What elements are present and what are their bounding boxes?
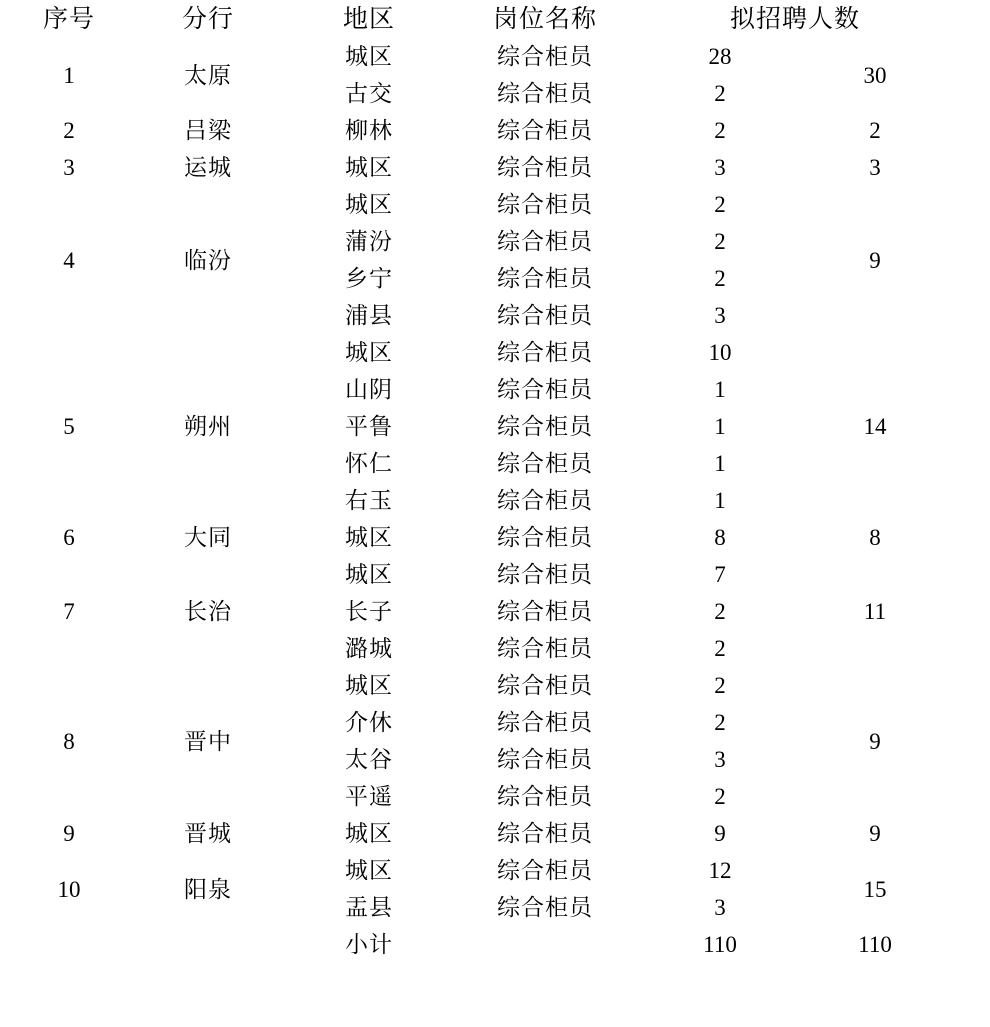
cell-area: 太谷 — [345, 747, 393, 772]
cell-headcount: 9 — [714, 821, 726, 846]
cell-area: 柳林 — [345, 118, 393, 143]
subtotal-row — [10, 926, 950, 963]
cell-area: 平遥 — [345, 784, 393, 809]
cell-headcount: 2 — [714, 673, 726, 698]
cell-seq: 6 — [63, 525, 75, 550]
cell-headcount: 1 — [714, 414, 726, 439]
cell-headcount: 3 — [714, 747, 726, 772]
cell-headcount: 10 — [708, 340, 732, 365]
cell-area: 山阴 — [345, 377, 393, 402]
cell-seq: 4 — [63, 247, 75, 273]
column-header-branch: 分行 — [181, 5, 234, 33]
cell-area: 城区 — [345, 673, 393, 698]
cell-branch: 晋城 — [184, 821, 232, 846]
subtotal-label: 小计 — [345, 932, 393, 957]
cell-post: 综合柜员 — [497, 303, 593, 328]
cell-area: 城区 — [345, 340, 393, 365]
cell-post: 综合柜员 — [497, 858, 593, 883]
cell-headcount: 1 — [714, 451, 726, 476]
cell-area: 城区 — [345, 858, 393, 883]
cell-post: 综合柜员 — [497, 821, 593, 846]
cell-branch: 晋中 — [184, 728, 232, 754]
cell-post: 综合柜员 — [497, 81, 593, 106]
cell-post: 综合柜员 — [497, 636, 593, 661]
cell-branch-total: 15 — [863, 876, 887, 902]
subtotal-pad-branch — [128, 926, 288, 963]
cell-headcount: 7 — [714, 562, 726, 587]
cell-area: 介休 — [345, 710, 393, 735]
column-header-post: 岗位名称 — [492, 5, 597, 33]
cell-headcount: 2 — [714, 229, 726, 254]
cell-headcount: 1 — [714, 488, 726, 513]
cell-area: 怀仁 — [345, 451, 393, 476]
cell-branch-total: 14 — [863, 414, 887, 439]
table-row — [10, 38, 950, 75]
cell-post: 综合柜员 — [497, 710, 593, 735]
cell-headcount: 28 — [708, 44, 732, 69]
table-row — [10, 667, 950, 704]
table-row — [10, 112, 950, 149]
cell-post: 综合柜员 — [497, 488, 593, 513]
subtotal-total: 110 — [858, 932, 892, 957]
cell-branch-total: 9 — [869, 728, 881, 754]
cell-area: 右玉 — [345, 488, 393, 513]
cell-headcount: 2 — [714, 636, 726, 661]
cell-branch: 长治 — [184, 599, 232, 624]
cell-branch: 运城 — [184, 155, 232, 180]
table-row — [10, 519, 950, 556]
cell-area: 平鲁 — [345, 414, 393, 439]
cell-seq: 8 — [63, 728, 75, 754]
table-row — [10, 334, 950, 371]
cell-post: 综合柜员 — [497, 192, 593, 217]
cell-branch-total: 30 — [863, 62, 887, 88]
cell-branch-total: 9 — [869, 821, 881, 846]
cell-post: 综合柜员 — [497, 118, 593, 143]
cell-post: 综合柜员 — [497, 155, 593, 180]
cell-branch: 大同 — [184, 525, 232, 550]
table-row — [10, 186, 950, 223]
subtotal-headcount: 110 — [703, 932, 737, 957]
cell-headcount: 3 — [714, 895, 726, 920]
cell-branch-total: 11 — [863, 599, 887, 624]
cell-post: 综合柜员 — [497, 895, 593, 920]
cell-branch: 吕梁 — [184, 118, 232, 143]
cell-branch: 朔州 — [184, 414, 232, 439]
table-row — [10, 556, 950, 593]
cell-area: 乡宁 — [345, 266, 393, 291]
cell-branch: 阳泉 — [184, 876, 232, 902]
table-row — [10, 149, 950, 186]
table-row — [10, 815, 950, 852]
cell-post: 综合柜员 — [497, 414, 593, 439]
cell-area: 城区 — [345, 155, 393, 180]
cell-post: 综合柜员 — [497, 266, 593, 291]
cell-headcount: 2 — [714, 192, 726, 217]
cell-branch-total: 3 — [869, 155, 881, 180]
table-header-row — [10, 0, 950, 38]
cell-area: 城区 — [345, 821, 393, 846]
cell-area: 城区 — [345, 562, 393, 587]
cell-headcount: 2 — [714, 81, 726, 106]
cell-post: 综合柜员 — [497, 599, 593, 624]
cell-post: 综合柜员 — [497, 673, 593, 698]
cell-headcount: 2 — [714, 599, 726, 624]
cell-post: 综合柜员 — [497, 377, 593, 402]
cell-headcount: 2 — [714, 710, 726, 735]
cell-area: 城区 — [345, 525, 393, 550]
cell-area: 蒲汾 — [345, 229, 393, 254]
cell-post: 综合柜员 — [497, 747, 593, 772]
cell-post: 综合柜员 — [497, 784, 593, 809]
cell-headcount: 2 — [714, 118, 726, 143]
cell-post: 综合柜员 — [497, 451, 593, 476]
cell-branch-total: 9 — [869, 247, 881, 273]
column-header-area: 地区 — [342, 5, 395, 33]
cell-post: 综合柜员 — [497, 340, 593, 365]
cell-seq: 9 — [63, 821, 75, 846]
cell-seq: 10 — [57, 876, 81, 902]
subtotal-pad-seq — [10, 926, 128, 963]
table-header — [10, 0, 950, 38]
cell-area: 浦县 — [345, 303, 393, 328]
cell-headcount: 8 — [714, 525, 726, 550]
cell-headcount: 2 — [714, 784, 726, 809]
cell-branch: 太原 — [184, 62, 232, 88]
cell-area: 古交 — [345, 81, 393, 106]
cell-branch-total: 8 — [869, 525, 881, 550]
cell-post: 综合柜员 — [497, 525, 593, 550]
cell-post: 综合柜员 — [497, 44, 593, 69]
cell-headcount: 3 — [714, 155, 726, 180]
cell-seq: 7 — [63, 599, 75, 624]
recruitment-table — [10, 0, 950, 963]
table-row — [10, 852, 950, 889]
cell-area: 城区 — [345, 44, 393, 69]
cell-area: 盂县 — [345, 895, 393, 920]
cell-seq: 1 — [63, 62, 75, 88]
cell-area: 城区 — [345, 192, 393, 217]
cell-headcount: 12 — [708, 858, 732, 883]
cell-headcount: 1 — [714, 377, 726, 402]
cell-seq: 2 — [63, 118, 75, 143]
cell-post: 综合柜员 — [497, 229, 593, 254]
cell-branch-total: 2 — [869, 118, 881, 143]
column-header-headcount: 拟招聘人数 — [730, 5, 861, 33]
cell-seq: 3 — [63, 155, 75, 180]
column-header-seq: 序号 — [42, 5, 95, 33]
cell-seq: 5 — [63, 414, 75, 439]
subtotal-pad-post — [450, 926, 640, 963]
table-body — [10, 38, 950, 963]
cell-branch: 临汾 — [184, 247, 232, 273]
cell-headcount: 2 — [714, 266, 726, 291]
cell-headcount: 3 — [714, 303, 726, 328]
cell-area: 潞城 — [345, 636, 393, 661]
cell-post: 综合柜员 — [497, 562, 593, 587]
cell-area: 长子 — [345, 599, 393, 624]
